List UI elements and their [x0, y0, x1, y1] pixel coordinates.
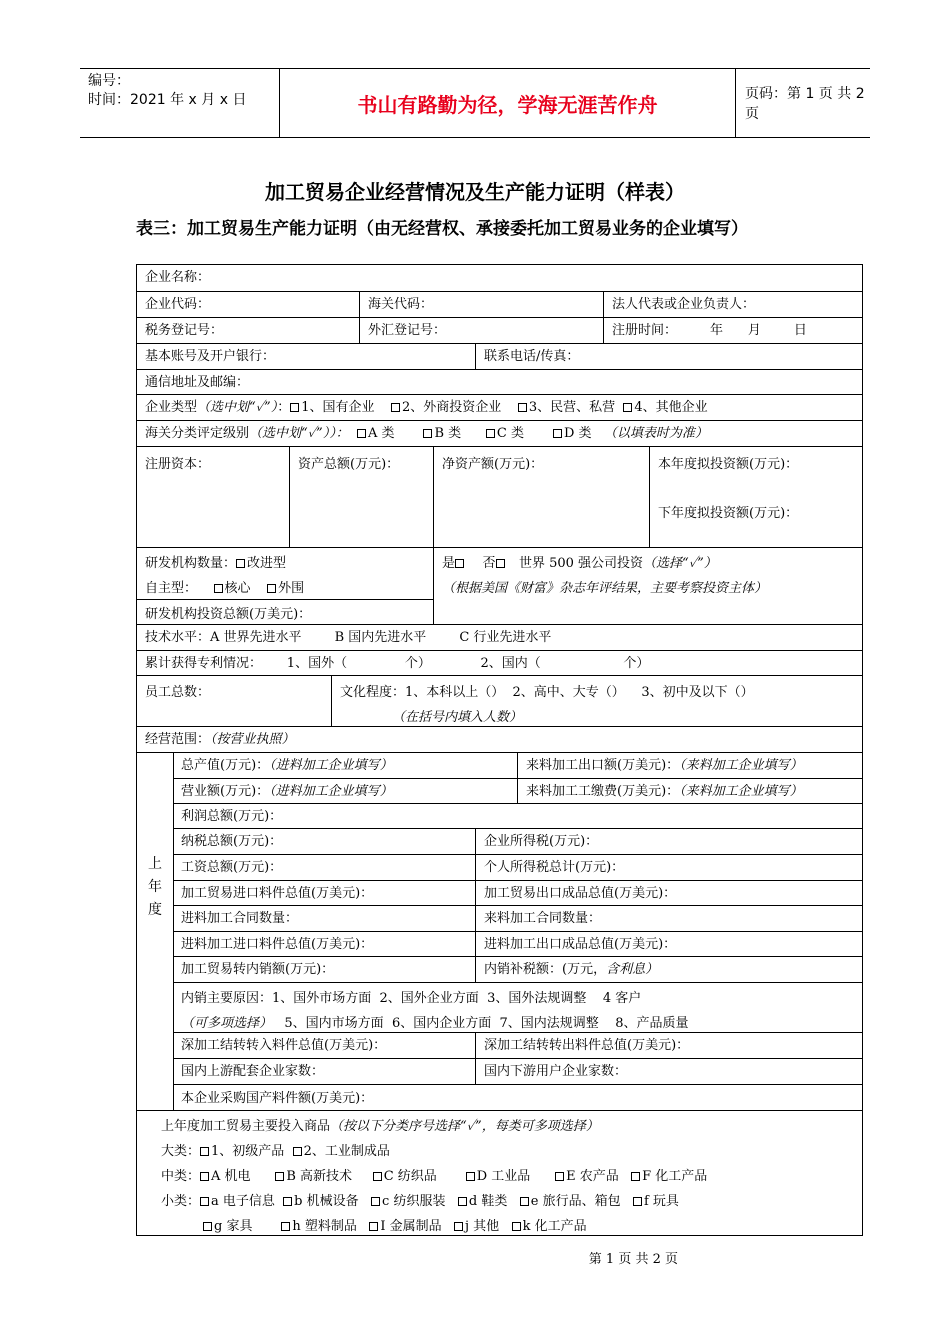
row-bank: [137, 343, 862, 369]
reasons-line-2: [181, 1012, 689, 1031]
row-capital: [137, 446, 862, 547]
big-option-2: 2、工业制成品: [303, 1144, 390, 1159]
row-partners: [173, 1058, 862, 1084]
checkbox-small-i[interactable]: [369, 1222, 378, 1231]
last-year-label: [137, 853, 173, 922]
row-company-type: [137, 394, 862, 420]
education-cell: [331, 676, 862, 726]
small-category-label: 小类：: [161, 1194, 201, 1209]
next-year-invest-field[interactable]: 下年度拟投资额(万元)：: [658, 506, 799, 521]
checkbox-small-h[interactable]: [281, 1222, 290, 1231]
domestic-purchase-field[interactable]: 本企业采购国产料件额(万美元)：: [181, 1091, 374, 1106]
big-category-line: [161, 1140, 390, 1159]
net-assets-field[interactable]: 净资产额(万元)：: [433, 447, 649, 547]
checkbox-mid-e[interactable]: [555, 1172, 564, 1181]
small-option-g: g 家具: [214, 1219, 253, 1234]
education-note: （在括号内填入人数）: [392, 710, 523, 725]
company-name-field[interactable]: 企业名称：: [145, 270, 211, 285]
forex-reg-field[interactable]: 外汇登记号：: [359, 318, 603, 343]
fortune-hint: （选择“✓”）: [643, 556, 717, 571]
rnd-divider: [137, 599, 433, 600]
reasons-line-1: 内销主要原因：1、国外市场方面 2、国外企业方面 3、国外法规调整 4 客户: [181, 991, 642, 1006]
big-category-label: 大类：: [161, 1144, 201, 1159]
option-private: 3、民营、私营: [528, 400, 616, 415]
legal-rep-field[interactable]: 法人代表或企业负责人：: [603, 292, 862, 317]
page-header: [80, 68, 870, 138]
export-value-field[interactable]: [517, 753, 862, 778]
mid-category-label: 中类：: [161, 1169, 201, 1184]
tech-level-field[interactable]: 技术水平：A 世界先进水平 B 国内先进水平 C 行业先进水平: [145, 630, 552, 645]
main-goods-hint: （按以下分类序号选择“✓”，每类可多项选择）: [330, 1119, 599, 1134]
checkbox-big-2[interactable]: [293, 1147, 302, 1156]
company-type-label: 企业类型: [145, 400, 198, 415]
header-motto: 书山有路勤为径，学海无涯苦作舟: [280, 69, 736, 137]
biz-scope-label: 经营范围：: [145, 732, 211, 747]
address-field[interactable]: 通信地址及邮编：: [145, 375, 250, 390]
reg-time-field[interactable]: 注册时间： 年 月 日: [603, 318, 862, 343]
checkbox-small-c[interactable]: [371, 1197, 380, 1206]
last-year-char-1: 上: [148, 856, 162, 872]
checkbox-mid-d[interactable]: [466, 1172, 475, 1181]
customs-code-field[interactable]: 海关代码：: [359, 292, 603, 317]
upstream-field[interactable]: 国内上游配套企业家数：: [181, 1064, 325, 1079]
small-category-line-1: [161, 1190, 679, 1209]
small-option-k: k 化工产品: [522, 1219, 587, 1234]
main-goods-line: [161, 1115, 599, 1134]
corp-income-tax-field[interactable]: 企业所得税(万元)：: [475, 829, 862, 854]
this-year-invest-field[interactable]: 本年度拟投资额(万元)：: [658, 457, 799, 472]
checkbox-yes[interactable]: [455, 559, 464, 568]
rnd-cell: [137, 548, 433, 624]
revenue-field[interactable]: [173, 779, 517, 803]
customs-level-hint: （选中划“✓”））：: [249, 426, 349, 441]
export-products-field[interactable]: 加工贸易出口成品总值(万美元)：: [475, 881, 862, 905]
company-type-hint: （选中划“✓”）: [197, 400, 278, 415]
reasons-cell[interactable]: [173, 983, 862, 1032]
contact-field[interactable]: 联系电话/传真：: [475, 344, 862, 369]
option-level-d: D 类: [563, 426, 592, 441]
mid-option-e: E 农产品: [566, 1169, 619, 1184]
invest-plan-cell: [649, 447, 862, 547]
export-value-note: （来料加工企业填写）: [679, 758, 803, 773]
row-output: [173, 753, 862, 778]
mid-category-line: [161, 1165, 707, 1184]
main-goods-label: 上年度加工贸易主要投入商品: [161, 1119, 331, 1134]
processing-fee-field[interactable]: [517, 779, 862, 803]
customs-level-group: [137, 421, 862, 446]
option-level-c: C 类: [496, 426, 525, 441]
capacity-form: [136, 264, 863, 1236]
downstream-field[interactable]: 国内下游用户企业家数：: [475, 1059, 862, 1084]
last-year-char-2: 年: [148, 879, 162, 895]
checkbox-level-d[interactable]: [553, 429, 562, 438]
reasons-options-2: 5、国内市场方面 6、国内企业方面 7、国内法规调整 8、产品质量: [272, 1016, 689, 1031]
consign-contracts-field[interactable]: 来料加工合同数量：: [475, 906, 862, 931]
option-level-a: A 类: [367, 426, 395, 441]
row-trade-values: [173, 880, 862, 905]
page-footer: 第 1 页 共 2 页: [588, 1252, 678, 1267]
small-option-d: d 鞋类: [468, 1194, 508, 1209]
small-option-h: h 塑料制品: [292, 1219, 357, 1234]
checkbox-small-j[interactable]: [454, 1222, 463, 1231]
customs-level-label: 海关分类评定级别: [145, 426, 250, 441]
last-year-char-3: 度: [148, 902, 162, 918]
row-company-name: [137, 265, 862, 291]
last-year-block: [137, 752, 862, 1110]
output-value-field[interactable]: [173, 753, 517, 778]
biz-scope-note: （按营业执照）: [210, 732, 295, 747]
checkbox-mid-c[interactable]: [373, 1172, 382, 1181]
row-codes: [137, 291, 862, 317]
output-value-label: 总产值(万元)：: [181, 758, 270, 773]
row-deep-processing: [173, 1032, 862, 1058]
row-patents: [137, 650, 862, 675]
checkbox-other[interactable]: [623, 403, 632, 412]
rnd-invest-field[interactable]: 研发机构投资总额(万美元)：: [145, 607, 312, 622]
row-contracts: [173, 905, 862, 931]
domestic-tax-label: 内销补税额：(万元，: [484, 962, 607, 977]
mid-option-f: F 化工产品: [642, 1169, 708, 1184]
checkbox-mid-a[interactable]: [200, 1172, 209, 1181]
row-rnd: [137, 547, 862, 624]
rnd-self: [145, 577, 304, 596]
checkbox-small-f[interactable]: [633, 1197, 642, 1206]
row-tech: [137, 624, 862, 650]
checkbox-no[interactable]: [496, 559, 505, 568]
company-type-group: 企业类型（选中划“✓”）： 1、国有企业 2、外商投资企业 3、民营、私营 4、其他企业: [145, 400, 708, 415]
bank-field[interactable]: 基本账号及开户银行：: [145, 349, 276, 364]
domestic-tax-note: 含利息）: [606, 962, 659, 977]
time-label: 时间：2021 年 x 月 x 日: [88, 92, 247, 108]
total-assets-field[interactable]: 资产总额(万元)：: [289, 447, 433, 547]
mid-option-b: B 高新技术: [286, 1169, 353, 1184]
row-biz-scope: [137, 726, 862, 752]
reg-capital-field[interactable]: 注册资本：: [145, 457, 211, 472]
small-option-a: a 电子信息: [211, 1194, 275, 1209]
profit-field[interactable]: 利润总额(万元)：: [181, 809, 283, 824]
option-foreign: 2、外商投资企业: [402, 400, 502, 415]
option-yes: 是: [442, 556, 456, 571]
option-level-b: B 类: [434, 426, 462, 441]
reasons-hint: （可多项选择）: [181, 1016, 273, 1031]
option-state-owned: 1、国有企业: [301, 400, 375, 415]
last-year-fields: [173, 753, 862, 1110]
header-meta: [80, 69, 280, 137]
checkbox-private[interactable]: [518, 403, 527, 412]
small-category-line-2: [203, 1215, 587, 1234]
small-option-f: f 玩具: [643, 1194, 679, 1209]
small-option-i: I 金属制品: [380, 1219, 442, 1234]
deep-out-field[interactable]: 深加工结转转出料件总值(万美元)：: [475, 1033, 862, 1058]
personal-tax-field[interactable]: 个人所得税总计(万元)：: [475, 855, 862, 880]
fortune-line: [442, 552, 717, 571]
small-option-e: e 旅行品、箱包: [530, 1194, 621, 1209]
processing-fee-note: （来料加工企业填写）: [679, 784, 803, 799]
checkbox-small-e[interactable]: [520, 1197, 529, 1206]
row-registration: [137, 317, 862, 343]
small-option-b: b 机械设备: [294, 1194, 359, 1209]
row-address: [137, 369, 862, 394]
option-other: 4、其他企业: [634, 400, 708, 415]
import-materials-field[interactable]: 加工贸易进口料件总值(万美元)：: [181, 886, 374, 901]
big-option-1: 1、初级产品: [211, 1144, 285, 1159]
checkbox-small-g[interactable]: [203, 1222, 212, 1231]
mid-option-d: D 工业品: [476, 1169, 531, 1184]
small-option-c: c 纺织服装: [382, 1194, 446, 1209]
row-revenue: [173, 778, 862, 803]
biz-scope-field[interactable]: [137, 727, 862, 752]
document-title: 加工贸易企业经营情况及生产能力证明（样表）: [265, 180, 685, 204]
row-domestic-purchase: [173, 1084, 862, 1111]
table-subtitle: 表三：加工贸易生产能力证明（由无经营权、承接委托加工贸易业务的企业填写）: [136, 219, 748, 239]
checkbox-outer[interactable]: [267, 584, 276, 593]
row-staff: [137, 675, 862, 726]
import-proc-materials-field[interactable]: 进料加工进口料件总值(万美元)：: [181, 937, 374, 952]
rnd-count-label: 研发机构数量：: [145, 556, 237, 571]
export-value-label: 来料加工出口额(万美元)：: [526, 758, 680, 773]
fortune-cell: [433, 548, 862, 624]
tax-total-field[interactable]: 纳税总额(万元)：: [181, 834, 283, 849]
import-proc-export-field[interactable]: 进料加工出口成品总值(万美元)：: [475, 932, 862, 956]
company-code-field[interactable]: 企业代码：: [145, 297, 211, 312]
level-note: （以填表时为准）: [603, 426, 708, 441]
row-import-proc: [173, 931, 862, 956]
rnd-self-label: 自主型：: [145, 581, 198, 596]
output-value-note: （进料加工企业填写）: [269, 758, 393, 773]
small-option-j: j 其他: [465, 1219, 500, 1234]
checkbox-small-d[interactable]: [458, 1197, 467, 1206]
fortune-note: （根据美国《财富》杂志年评结果，主要考察投资主体）: [442, 581, 768, 596]
domestic-tax-field[interactable]: [475, 957, 862, 982]
checkbox-level-b[interactable]: [423, 429, 432, 438]
revenue-note: （进料加工企业填写）: [269, 784, 393, 799]
checkbox-core[interactable]: [214, 584, 223, 593]
education-field[interactable]: 文化程度：1、本科以上（） 2、高中、大专（） 3、初中及以下（）: [340, 685, 754, 700]
fortune-label: 世界 500 强公司投资: [518, 556, 644, 571]
checkbox-mid-f[interactable]: [631, 1172, 640, 1181]
checkbox-small-a[interactable]: [200, 1197, 209, 1206]
checkbox-small-b[interactable]: [283, 1197, 292, 1206]
tax-reg-field[interactable]: 税务登记号：: [145, 323, 224, 338]
checkbox-state-owned[interactable]: [290, 403, 299, 412]
row-customs-level: [137, 420, 862, 446]
header-page-info: 页码：第 1 页 共 2 页: [745, 86, 865, 122]
option-no: 否: [482, 556, 496, 571]
option-improve: 改进型: [247, 556, 287, 571]
staff-total-field[interactable]: 员工总数：: [145, 685, 211, 700]
row-wages: [173, 854, 862, 880]
rnd-count: [145, 552, 286, 571]
checkbox-improve[interactable]: [236, 559, 245, 568]
mid-option-c: C 纺织品: [383, 1169, 437, 1184]
checkbox-foreign[interactable]: [391, 403, 400, 412]
checkbox-small-k[interactable]: [512, 1222, 521, 1231]
wages-field[interactable]: 工资总额(万元)：: [181, 860, 283, 875]
last-year-label-cell: [137, 753, 174, 1110]
processing-fee-label: 来料加工工缴费(万美元)：: [526, 784, 680, 799]
row-tax: [173, 828, 862, 854]
row-domestic-sales: [173, 956, 862, 982]
row-profit: [173, 803, 862, 828]
domestic-sales-field[interactable]: 加工贸易转内销额(万元)：: [181, 962, 335, 977]
import-contracts-field[interactable]: 进料加工合同数量：: [181, 911, 299, 926]
goods-block: [137, 1110, 862, 1237]
deep-in-field[interactable]: 深加工结转转入料件总值(万美元)：: [181, 1038, 387, 1053]
option-outer: 外围: [278, 581, 305, 596]
number-label: 编号：: [88, 73, 130, 89]
checkbox-mid-b[interactable]: [275, 1172, 284, 1181]
patents-field[interactable]: 累计获得专利情况： 1、国外（ 个） 2、国内（ 个）: [145, 656, 650, 671]
checkbox-level-c[interactable]: [486, 429, 495, 438]
checkbox-big-1[interactable]: [200, 1147, 209, 1156]
checkbox-level-a[interactable]: [357, 429, 366, 438]
row-reasons: [173, 982, 862, 1032]
option-core: 核心: [224, 581, 251, 596]
revenue-label: 营业额(万元)：: [181, 784, 270, 799]
mid-option-a: A 机电: [211, 1169, 251, 1184]
